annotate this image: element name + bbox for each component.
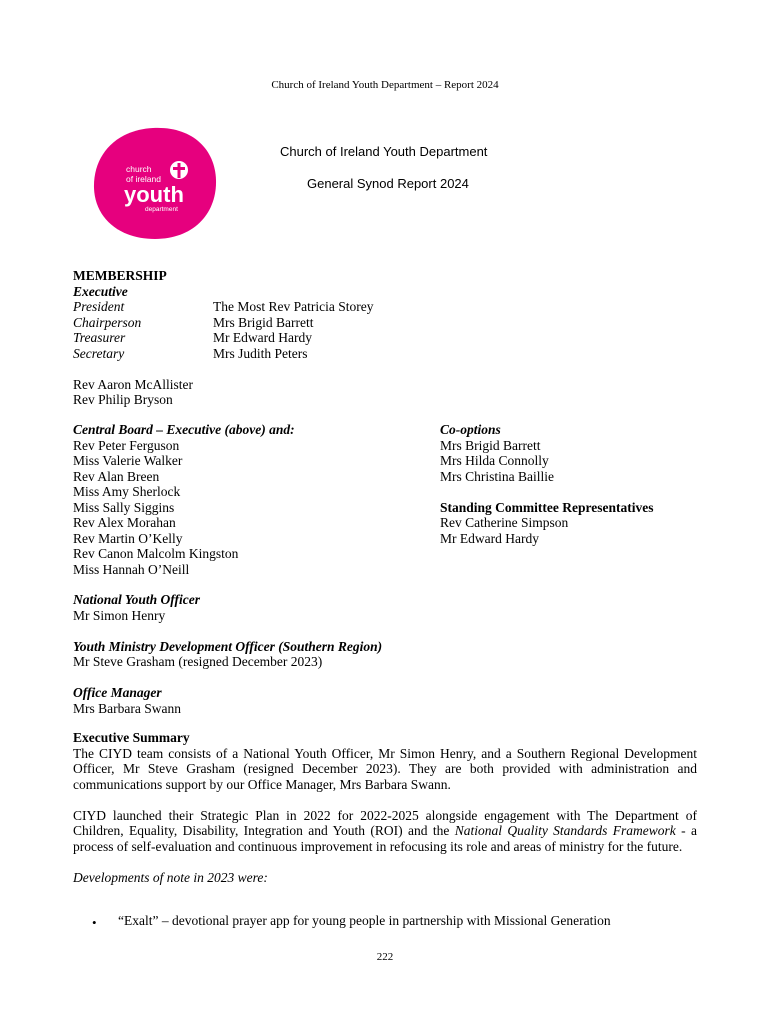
paragraph-2-italic: National Quality Standards Framework — [454, 823, 676, 838]
executive-name: Mr Edward Hardy — [213, 330, 312, 345]
central-board-heading: Central Board – Executive (above) and: — [73, 422, 295, 437]
office-manager-name: Mrs Barbara Swann — [73, 700, 181, 716]
document-subtitle: General Synod Report 2024 — [307, 176, 469, 191]
central-board-section — [73, 422, 413, 577]
cooptions-heading: Co-options — [440, 422, 501, 437]
executive-row — [73, 315, 473, 331]
standing-member: Mr Edward Hardy — [440, 530, 539, 546]
paragraph-2-text-a: CIYD launched their Strategic Plan in 2022 for 2022-2025 alongside engagement with The Department of Children, Equality, Disability, Integration and Youth (ROI) and the — [73, 807, 697, 838]
executive-name: Mrs Brigid Barrett — [213, 314, 314, 330]
staff-section — [73, 592, 673, 716]
cooption-member: Mrs Brigid Barrett — [440, 437, 541, 453]
executive-name: The Most Rev Patricia Storey — [213, 299, 374, 314]
executive-role: Treasurer — [73, 330, 126, 345]
board-member: Miss Sally Siggins — [73, 499, 175, 515]
development-item: “Exalt” – devotional prayer app for young people in partnership with Missional Generation — [118, 913, 611, 928]
bullet-icon: • — [92, 915, 97, 930]
executive-row — [73, 299, 473, 315]
executive-role: Secretary — [73, 345, 125, 361]
board-member: Rev Martin O’Kelly — [73, 530, 183, 546]
executive-role: Chairperson — [73, 314, 142, 330]
running-header: Church of Ireland Youth Department – Report 2024 — [271, 79, 499, 91]
ymdo-name: Mr Steve Grasham (resigned December 2023) — [73, 654, 323, 669]
executive-role: President — [73, 299, 125, 314]
summary-paragraph-2 — [73, 808, 697, 855]
logo-line-1: church — [126, 164, 152, 174]
logo-line-4: department — [145, 206, 178, 213]
developments-heading: Developments of note in 2023 were: — [73, 869, 268, 885]
board-member: Rev Canon Malcolm Kingston — [73, 546, 239, 561]
board-member: Rev Alan Breen — [73, 468, 160, 484]
executive-row — [73, 330, 473, 346]
executive-summary-section — [73, 730, 697, 885]
executive-row — [73, 346, 473, 362]
membership-heading: MEMBERSHIP — [73, 268, 167, 283]
nyo-name: Mr Simon Henry — [73, 607, 166, 623]
board-member: Miss Hannah O’Neill — [73, 561, 190, 577]
page-number: 222 — [376, 951, 394, 963]
nyo-heading: National Youth Officer — [73, 592, 201, 607]
logo-line-2: of ireland — [126, 174, 161, 184]
board-member: Rev Alex Morahan — [73, 515, 176, 530]
board-member: Miss Amy Sherlock — [73, 484, 181, 499]
cooption-member: Mrs Christina Baillie — [440, 468, 554, 484]
youth-department-logo — [93, 126, 217, 240]
document-title: Church of Ireland Youth Department — [280, 144, 488, 159]
ymdo-heading: Youth Ministry Development Officer (Southern Region) — [73, 638, 383, 654]
logo-line-3: youth — [124, 182, 184, 207]
board-member: Rev Peter Ferguson — [73, 437, 180, 453]
summary-paragraph-1: The CIYD team consists of a National Youth Officer, Mr Simon Henry, and a Southern Regional Development Officer, Mr Steve Grasham (resigned December 2023). They are both provided with administration and communications support by our Office Manager, Mrs Barbara Swann. — [73, 745, 697, 792]
summary-heading: Executive Summary — [73, 730, 190, 745]
cooptions-section — [440, 422, 720, 546]
cooption-member: Mrs Hilda Connolly — [440, 453, 549, 468]
board-member: Miss Valerie Walker — [73, 453, 183, 468]
executive-heading: Executive — [73, 283, 128, 299]
executive-name: Mrs Judith Peters — [213, 345, 308, 361]
standing-member: Rev Catherine Simpson — [440, 515, 569, 530]
member-name: Rev Philip Bryson — [73, 392, 173, 407]
membership-section — [73, 268, 473, 408]
standing-committee-heading: Standing Committee Representatives — [440, 499, 654, 515]
office-manager-heading: Office Manager — [73, 685, 162, 700]
member-name: Rev Aaron McAllister — [73, 376, 193, 392]
paragraph-2-text-b: - a process of self-evaluation and continuous improvement in refocusing its role and areas of ministry for the future. — [73, 823, 698, 854]
